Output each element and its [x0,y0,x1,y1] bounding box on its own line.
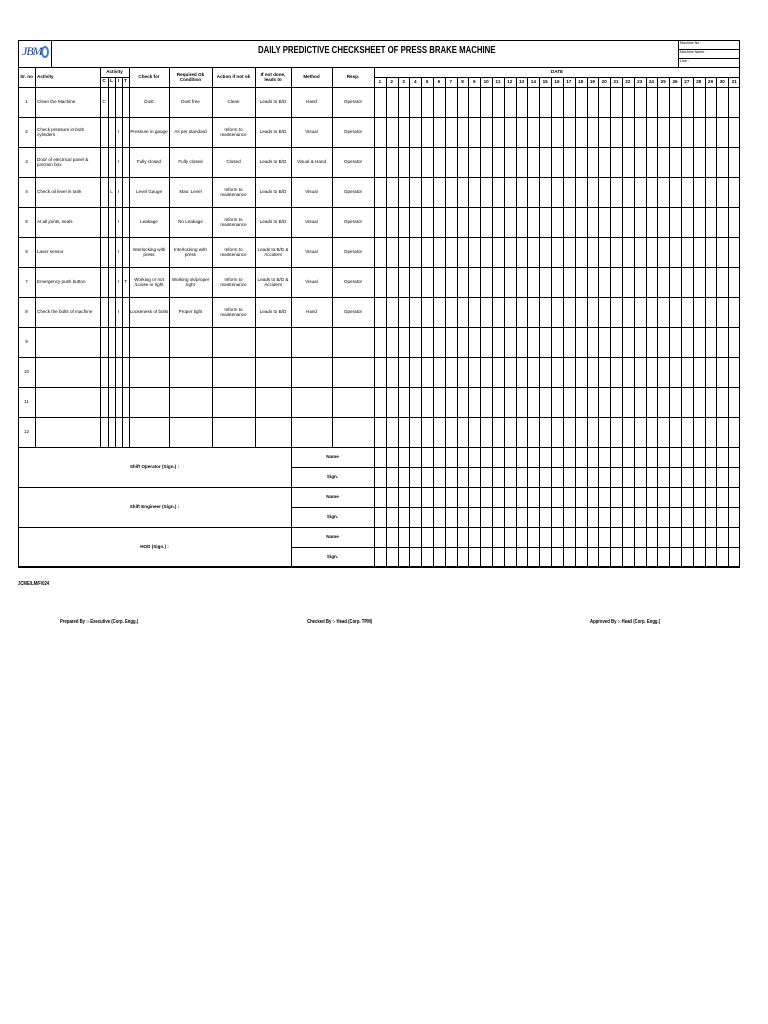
row-activity: Emergency push button [37,279,86,285]
date-column-header: 19 [589,79,595,85]
row-activity: Check oil level in tank [37,189,82,195]
date-column-header: 6 [437,79,441,85]
header-check-for: Check for [138,74,160,80]
row-check-for: Fully closed [136,159,162,165]
row-check-for [129,327,169,357]
signature-sign-label: Sign. [326,554,339,560]
signature-name-label: Name [326,454,339,460]
column-line [291,447,292,567]
logo-divider [51,40,52,67]
signature-label: HOD (Sign.) : [140,544,169,550]
date-column-header: 10 [483,79,489,85]
date-column-line [634,77,635,567]
row-code-t [122,237,129,267]
header-activity: Activity [37,74,54,80]
date-column-line [421,77,422,567]
row-sr-no: 4 [25,189,28,195]
date-column-line [728,77,729,567]
machine-info-label: Line : [680,59,689,63]
row-resp [332,327,374,357]
date-column-line [575,77,576,567]
row-line [374,387,740,388]
row-leads-to [255,417,291,447]
date-column-line [516,77,517,567]
row-activity: Clean the Machine [37,99,76,105]
date-column-line [598,77,599,567]
row-code-i: I [117,219,120,225]
date-column-line [527,77,528,567]
date-column-header: 15 [542,79,548,85]
row-check-for: Leakage [140,219,158,225]
row-activity: Door of electrical panel & junction box [37,156,89,167]
date-column-line [504,77,505,567]
row-required-ok [169,327,212,357]
row-code-l [108,207,115,237]
row-line [374,417,740,418]
row-check-for: Pressure in gauge [130,129,168,135]
jbm-logo-icon [41,46,49,58]
header-if-not-done: If not done, leads to [260,71,286,82]
date-column-line [610,77,611,567]
date-column-header: 29 [707,79,714,85]
date-column-header: 17 [566,79,572,85]
row-code-i [115,417,122,447]
row-activity: Check the bolts of machine [37,309,93,315]
row-code-l [108,117,115,147]
row-code-c [100,387,108,417]
row-leads-to: Leads to B/D [259,189,287,195]
row-action: Closed [226,159,241,165]
row-sr-no: 2 [25,129,28,135]
row-code-l [108,237,115,267]
row-code-i [115,357,122,387]
date-column-header: 2 [390,79,393,85]
date-column-line [587,77,588,567]
date-column-header: 13 [519,79,525,85]
row-required-ok: No Leakage [178,219,203,225]
row-line [374,147,740,148]
row-activity: Laser sensor [37,249,64,255]
row-resp: Operator [343,219,363,225]
date-column-header: 26 [672,79,678,85]
header-action-not-ok: Action if not ok [216,74,251,80]
date-column-header: 5 [425,79,429,85]
row-code-l [108,417,115,447]
row-code-l [108,87,115,117]
date-column-header: 9 [473,79,476,85]
row-code-c [100,207,108,237]
row-code-c [100,237,108,267]
row-code-i: I [117,279,120,285]
row-sr-no: 12 [23,429,30,435]
row-method: Visual & Hand [296,159,327,165]
row-code-c [100,297,108,327]
date-column-header: 25 [660,79,666,85]
jbm-logo-text: JBM [22,44,42,58]
checked-by: Checked By :- Head (Corp. TPM) [307,619,373,625]
row-leads-to: Leads to B/D [259,159,287,165]
row-code-i [115,87,122,117]
row-code-t [122,297,129,327]
row-resp: Operator [343,249,363,255]
machine-info-label: Machine No : [680,41,702,45]
row-method: Hand [306,309,317,315]
row-resp [332,417,374,447]
row-required-ok: As per standard [174,129,207,135]
row-line [374,297,740,298]
date-column-header: 28 [696,79,702,85]
row-method [291,417,332,447]
row-code-c [100,357,108,387]
row-action [212,417,255,447]
date-column-line [622,77,623,567]
date-column-line [705,77,706,567]
row-code-i: I [117,129,120,135]
row-method [291,357,332,387]
date-column-line [716,77,717,567]
header-activity-code: L [110,78,113,84]
column-line [374,447,375,567]
row-activity [35,327,100,357]
row-line [374,267,740,268]
row-code-i: I [117,309,120,315]
row-activity: At all joints, seals [37,219,73,225]
row-leads-to [255,357,291,387]
row-resp [332,357,374,387]
date-column-header: 23 [637,79,643,85]
row-leads-to: Leads to B/D [259,219,287,225]
date-column-header: 20 [601,79,607,85]
row-sr-no: 11 [24,399,29,405]
row-code-i [115,387,122,417]
row-code-c [100,267,108,297]
date-column-header: 12 [507,79,513,85]
row-code-t: T [124,279,127,285]
row-required-ok: Dust free [181,99,200,105]
date-column-header: 11 [495,79,501,85]
row-sr-no: 3 [25,159,28,165]
signature-line [374,507,740,508]
row-required-ok [169,387,212,417]
date-column-line [457,77,458,567]
column-line [374,67,375,447]
row-code-l: L [110,189,113,195]
signature-sign-label: Sign. [326,514,339,520]
date-column-header: 8 [461,79,464,85]
signature-label: Shift Operator (Sign.) : [129,464,180,470]
row-method [291,327,332,357]
date-column-header: 31 [731,79,737,85]
row-required-ok: Interlocking with press [174,246,207,257]
row-sr-no: 5 [25,219,28,225]
date-column-line [693,77,694,567]
row-leads-to: Leads to B/D [259,129,287,135]
header-activity-code: C [102,78,106,84]
row-action [212,357,255,387]
row-code-i: I [117,249,120,255]
header-activity-code: T [124,78,127,84]
date-column-line [646,77,647,567]
row-action: Clean [227,99,240,105]
info-divider [678,40,679,67]
row-method: Hand [306,99,317,105]
row-leads-to: Leads to B/D & Accident [257,276,289,287]
date-column-header: 18 [578,79,584,85]
date-column-line [480,77,481,567]
row-action: Inform to maintenance [220,306,247,317]
row-code-c [100,147,108,177]
date-column-line [398,77,399,567]
header-required-ok: Required Ok Condition [176,71,205,82]
row-code-c [100,327,108,357]
date-column-header: 1 [378,79,382,85]
row-check-for: Looseness of bolts [129,309,169,315]
row-line [374,177,740,178]
row-required-ok: Max. Level [179,189,202,195]
row-resp: Operator [343,279,363,285]
row-code-l [108,297,115,327]
row-check-for: Dust [144,99,154,105]
row-action: Inform to maintenance [220,246,247,257]
header-sr-no: Sr. no [20,74,33,80]
date-column-line [433,77,434,567]
date-column-line [563,77,564,567]
row-action [212,387,255,417]
date-column-line [539,77,540,567]
row-action: Inform to maintenance [220,276,247,287]
header-date: DATE [550,69,564,75]
date-column-header: 22 [625,79,631,85]
row-code-c: C [102,99,106,105]
row-activity: Check pressure in both cylinders [37,126,85,137]
date-column-header: 27 [684,79,690,85]
date-column-header: 30 [719,79,725,85]
signature-name-label: Name [326,494,339,500]
row-sr-no: 1 [25,99,28,105]
date-column-line [445,77,446,567]
row-code-t [122,327,129,357]
row-sr-no: 9 [25,339,28,345]
date-column-line [681,77,682,567]
signature-line [374,467,740,468]
date-column-header: 7 [449,79,452,85]
row-action: Inform to maintenance [220,126,247,137]
date-column-line [669,77,670,567]
date-column-line [386,77,387,567]
row-leads-to: Leads to B/D [259,99,287,105]
row-leads-to: Leads to B/D [259,309,287,315]
row-code-c [100,177,108,207]
row-activity [35,357,100,387]
row-resp: Operator [343,99,363,105]
row-sr-no: 7 [25,279,28,285]
row-check-for: Level Gauge [135,189,163,195]
row-required-ok: Working ok/proper tight [171,276,210,287]
date-column-header: 16 [554,79,560,85]
header-method: Method [303,74,320,80]
signature-sign-label: Sign. [326,474,339,480]
row-line [374,117,740,118]
row-code-t [122,387,129,417]
row-required-ok [169,357,212,387]
row-sr-no: 10 [23,369,30,375]
row-required-ok: Proper tight [178,309,203,315]
date-column-line [492,77,493,567]
date-column-line [551,77,552,567]
prepared-by: Prepared By :- Executive (Corp. Engg.) [60,619,139,625]
row-method: Visual [305,249,318,255]
row-code-l [108,147,115,177]
signature-line [374,547,740,548]
approved-by: Approved By :- Head (Corp. Engg.) [590,619,661,625]
row-check-for [129,387,169,417]
page-title: DAILY PREDICTIVE CHECKSHEET OF PRESS BRAKE MACHINE [258,45,496,56]
row-sr-no: 6 [25,249,28,255]
row-resp: Operator [343,309,363,315]
date-column-line [657,77,658,567]
signature-name-label: Name [326,534,339,540]
row-leads-to [255,387,291,417]
row-leads-to [255,327,291,357]
row-code-t [122,417,129,447]
row-code-t [122,87,129,117]
row-sr-no: 8 [25,309,28,315]
header-resp: Resp. [346,74,360,80]
row-activity [35,417,100,447]
document-code: JCME/LM/F/024 [18,581,50,587]
row-line [374,447,740,448]
row-code-l [108,357,115,387]
row-resp: Operator [343,159,363,165]
row-leads-to: Leads to B/D & Accident [257,246,289,257]
date-column-header: 14 [530,79,536,85]
row-resp: Operator [343,129,363,135]
row-code-c [100,417,108,447]
row-line [374,357,740,358]
row-line [374,207,740,208]
signature-label: Shift Engineer (Sign.) : [129,504,180,510]
row-code-t [122,177,129,207]
row-resp [332,387,374,417]
row-method [291,387,332,417]
date-column-header: 24 [648,79,654,85]
row-method: Visual [305,129,318,135]
row-code-t [122,147,129,177]
date-column-line [468,77,469,567]
row-check-for [129,357,169,387]
date-column-header: 21 [613,79,619,85]
row-code-i [115,327,122,357]
row-code-t [122,357,129,387]
row-code-c [100,117,108,147]
row-action [212,327,255,357]
date-column-header: 4 [414,79,417,85]
row-method: Visual [305,189,318,195]
row-method: Visual [305,219,318,225]
row-check-for: Interlocking with press [132,246,166,257]
row-line [374,237,740,238]
row-resp: Operator [343,189,363,195]
row-code-i: I [117,189,120,195]
row-code-l [108,387,115,417]
row-code-t [122,117,129,147]
row-action: Inform to maintenance [220,186,247,197]
header-activity-group: Activity [106,69,123,75]
row-code-i: I [117,159,120,165]
row-required-ok [169,417,212,447]
row-code-l [108,327,115,357]
signature-line [18,567,740,568]
row-required-ok: Fully closed [178,159,203,165]
row-code-t [122,207,129,237]
header-activity-code: I [117,78,120,84]
row-method: Visual [305,279,318,285]
row-activity [35,387,100,417]
row-line [374,327,740,328]
machine-info-label: Machine Name : [680,50,707,54]
row-action: Inform to maintenance [220,216,247,227]
row-check-for [129,417,169,447]
row-check-for: Working or not /Loose or tight [134,276,164,287]
date-column-header: 3 [402,79,405,85]
row-code-l [108,267,115,297]
date-column-line [409,77,410,567]
